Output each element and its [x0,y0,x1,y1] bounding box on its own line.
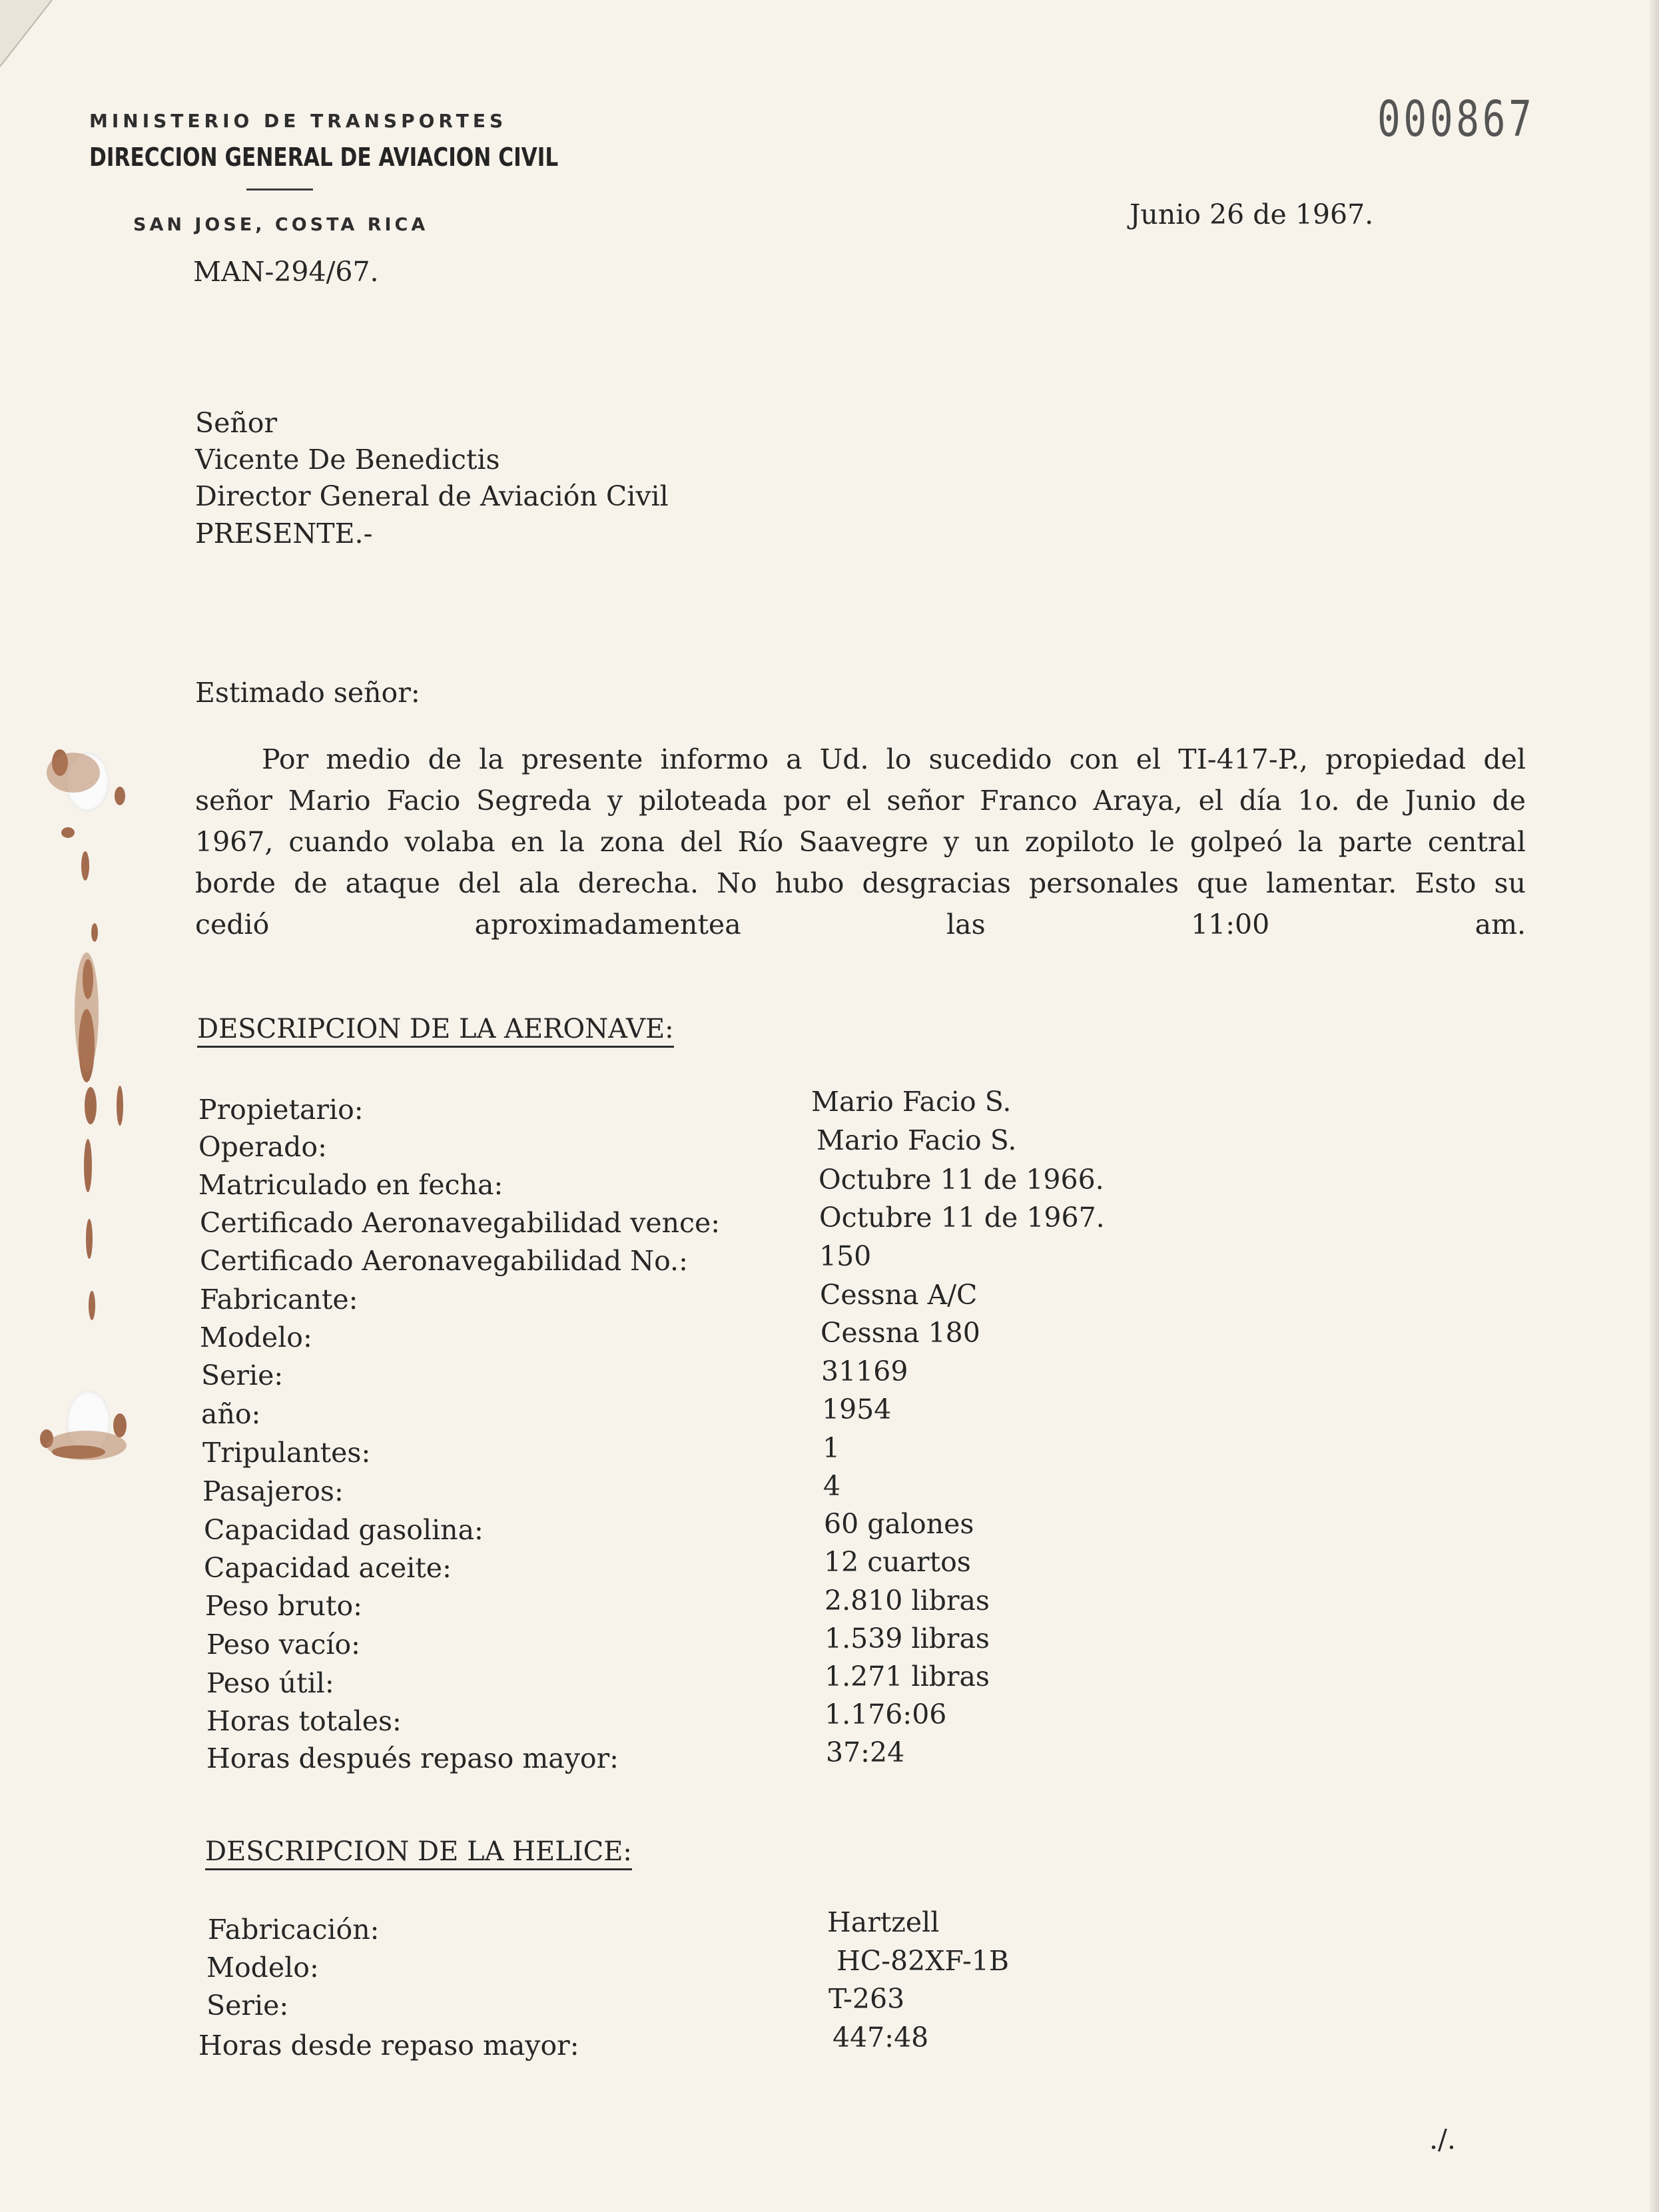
aircraft-value: Cessna 180 [821,1317,980,1349]
aircraft-label: Operado: [198,1131,327,1163]
propeller-value: HC-82XF-1B [836,1945,1010,1977]
aircraft-label: Peso bruto: [205,1590,362,1622]
aircraft-value: 1.176:06 [825,1698,947,1730]
aircraft-label: Certificado Aeronavegabilidad No.: [200,1245,688,1277]
aircraft-value: Cessna A/C [820,1279,978,1311]
body-line: 1967, cuando volaba en la zona del Río Saavegre y un zopiloto le golpeó la parte central [195,826,1526,858]
aircraft-label: año: [201,1398,261,1430]
propeller-section-heading: DESCRIPCION DE LA HELICE: [205,1836,632,1870]
aircraft-value: 150 [819,1240,872,1272]
propeller-label: Modelo: [206,1952,319,1984]
propeller-label: Fabricación: [208,1914,380,1946]
aircraft-value: 1954 [822,1393,892,1425]
aircraft-value: 4 [823,1470,841,1502]
aircraft-value: 1 [823,1432,840,1464]
aircraft-label: Serie: [201,1359,284,1391]
aircraft-label: Horas totales: [206,1705,402,1737]
recipient-title: Señor [195,407,278,439]
propeller-value: Hartzell [827,1906,940,1938]
aircraft-label: Peso vacío: [206,1629,360,1660]
aircraft-section-heading: DESCRIPCION DE LA AERONAVE: [197,1014,674,1048]
aircraft-label: Certificado Aeronavegabilidad vence: [200,1207,721,1239]
letter-date: Junio 26 de 1967. [1130,198,1374,230]
aircraft-label: Horas después repaso mayor: [206,1742,619,1774]
propeller-label: Horas desde repaso mayor: [198,2029,579,2061]
aircraft-label: Modelo: [200,1321,312,1353]
body-line: señor Mario Facio Segreda y piloteada por el señor Franco Araya, el día 1o. de Junio de [195,785,1526,817]
aircraft-value: 1.539 libras [825,1623,990,1655]
letterhead-department: DIRECCION GENERAL DE AVIACION CIVIL [89,143,559,172]
recipient-presente: PRESENTE.- [195,518,373,550]
recipient-position: Director General de Aviación Civil [195,480,669,512]
aircraft-value: Mario Facio S. [817,1124,1017,1156]
letterhead-location: SAN JOSE, COSTA RICA [133,214,429,235]
recipient-name: Vicente De Benedictis [195,444,500,476]
rust-stains [20,733,140,1492]
continuation-mark: ./. [1429,2123,1456,2155]
aircraft-value: Octubre 11 de 1967. [819,1202,1105,1234]
aircraft-value: 12 cuartos [824,1546,971,1578]
serial-number: 000867 [1377,91,1535,148]
page-edge-shadow [1650,0,1659,2212]
aircraft-value: Octubre 11 de 1966. [819,1164,1104,1196]
propeller-value: T-263 [829,1983,905,2015]
aircraft-label: Capacidad gasolina: [204,1514,484,1546]
aircraft-label: Pasajeros: [202,1475,344,1507]
aircraft-value: Mario Facio S. [811,1086,1012,1118]
aircraft-value: 37:24 [826,1736,905,1768]
greeting: Estimado señor: [195,677,420,709]
body-line: borde de ataque del ala derecha. No hubo desgracias personales que lamentar. Esto su [195,867,1526,899]
aircraft-label: Fabricante: [200,1284,358,1315]
aircraft-label: Capacidad aceite: [204,1552,452,1584]
aircraft-label: Peso útil: [206,1667,334,1699]
body-line: Por medio de la presente informo a Ud. lo sucedido con el TI-417-P., propiedad del [262,743,1526,775]
aircraft-label: Propietario: [198,1094,364,1126]
reference-number: MAN-294/67. [193,256,379,288]
body-line: cedió aproximadamentea las 11:00 am. [195,909,1526,940]
aircraft-value: 1.271 libras [825,1660,990,1692]
aircraft-value: 60 galones [824,1508,974,1540]
aircraft-value: 2.810 libras [825,1585,990,1617]
aircraft-label: Tripulantes: [202,1437,371,1469]
body-paragraph [195,739,1526,945]
letterhead-rule [246,188,313,190]
aircraft-value: 31169 [821,1355,908,1387]
propeller-value: 447:48 [832,2022,929,2053]
propeller-label: Serie: [206,1990,289,2022]
folded-corner [0,0,60,73]
aircraft-label: Matriculado en fecha: [198,1169,503,1201]
letterhead-ministry: MINISTERIO DE TRANSPORTES [89,110,507,132]
